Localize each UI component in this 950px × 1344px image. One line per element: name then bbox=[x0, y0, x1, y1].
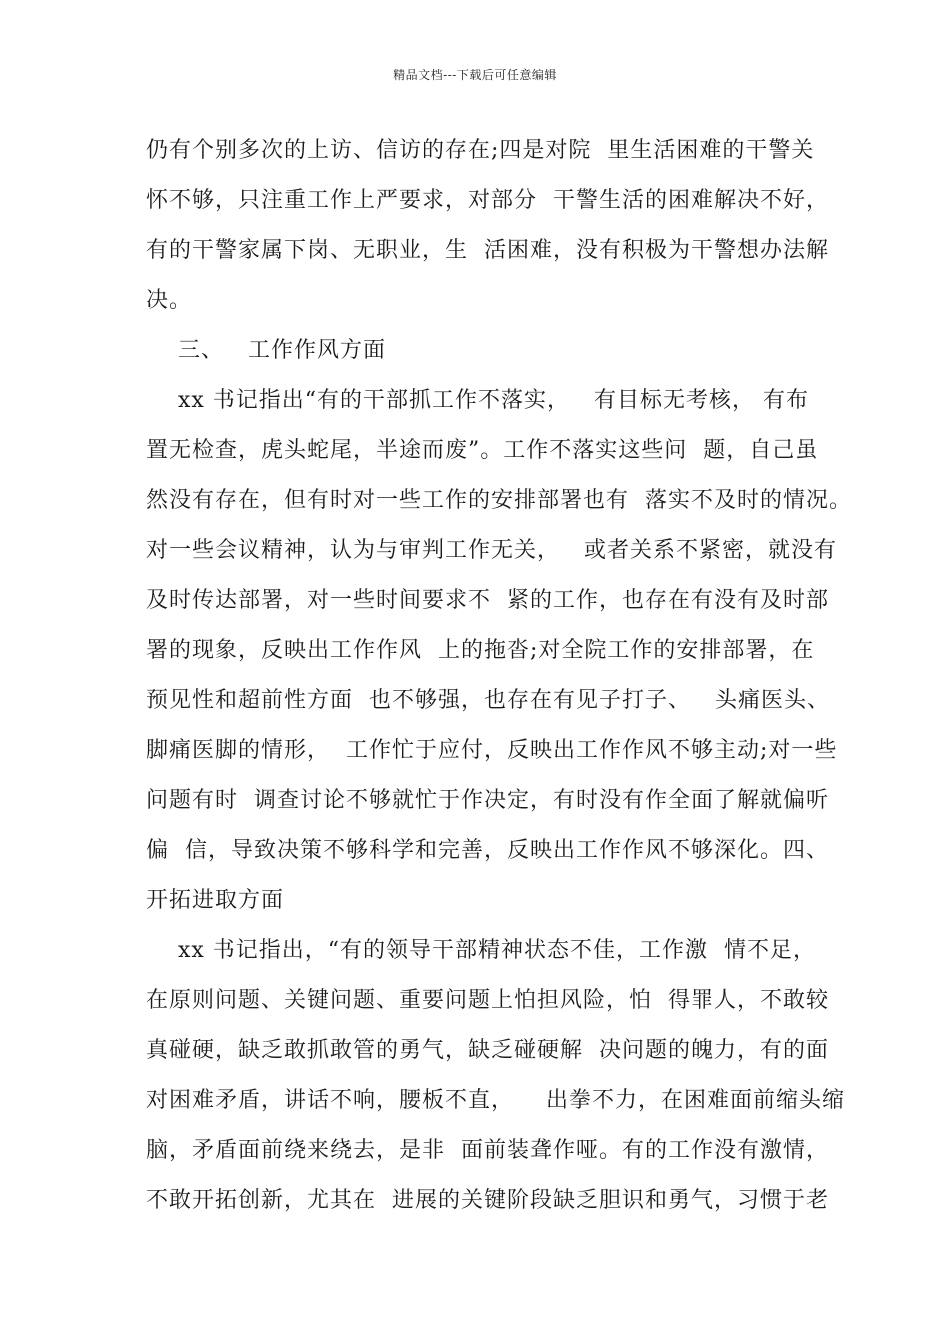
text-line: 对一些会议精神，认为与审判工作无关， 或者关系不紧密，就没有 bbox=[146, 538, 837, 563]
text-line: 及时传达部署，对一些时间要求不 紧的工作，也存在有没有及时部 bbox=[146, 588, 829, 613]
text-line: 不敢开拓创新，尤其在 进展的关键阶段缺乏胆识和勇气，习惯于老 bbox=[146, 1188, 829, 1213]
text-line: 署的现象，反映出工作作风 上的拖沓;对全院工作的安排部署，在 bbox=[146, 638, 815, 663]
text-line: 对困难矛盾，讲话不响，腰板不直， 出拳不力，在困难面前缩头缩 bbox=[146, 1088, 845, 1113]
section-heading: 开拓进取方面 bbox=[146, 888, 285, 913]
text-line: 然没有存在，但有时对一些工作的安排部署也有 落实不及时的情况。 bbox=[146, 488, 852, 513]
text-line: xx 书记指出“有的干部抓工作不落实， 有目标无考核， 有布 bbox=[146, 388, 810, 413]
text-line: 置无检查，虎头蛇尾，半途而废”。工作不落实这些问 题，自己虽 bbox=[146, 438, 819, 463]
text-line: 预见性和超前性方面 也不够强，也存在有见子打子、 头痛医头、 bbox=[146, 688, 830, 713]
text-line: 决。 bbox=[146, 288, 193, 313]
text-line: 问题有时 调查讨论不够就忙于作决定，有时没有作全面了解就偏听 bbox=[146, 788, 829, 813]
text-line: 真碰硬，缺乏敢抓敢管的勇气，缺乏碰硬解 决问题的魄力，有的面 bbox=[146, 1038, 829, 1063]
text-line: 脚痛医脚的情形， 工作忙于应付，反映出工作作风不够主动;对一些 bbox=[146, 738, 838, 763]
page-header: 精品文档---下载后可任意编辑 bbox=[393, 68, 557, 82]
text-line: 怀不够，只注重工作上严要求，对部分 干警生活的困难解决不好， bbox=[146, 188, 829, 213]
text-line: 仍有个别多次的上访、信访的存在;四是对院 里生活困难的干警关 bbox=[146, 138, 815, 163]
text-line: xx 书记指出，“有的领导干部精神状态不佳，工作激 情不足， bbox=[146, 938, 817, 963]
text-line: 在原则问题、关键问题、重要问题上怕担风险，怕 得罪人，不敢较 bbox=[146, 988, 829, 1013]
text-line: 有的干警家属下岗、无职业，生 活困难，没有积极为干警想办法解 bbox=[146, 238, 829, 263]
text-line: 偏 信，导致决策不够科学和完善，反映出工作作风不够深化。四、 bbox=[146, 838, 829, 863]
text-line: 脑，矛盾面前绕来绕去，是非 面前装聋作哑。有的工作没有激情， bbox=[146, 1138, 829, 1163]
section-heading: 三、 工作作风方面 bbox=[146, 338, 386, 363]
